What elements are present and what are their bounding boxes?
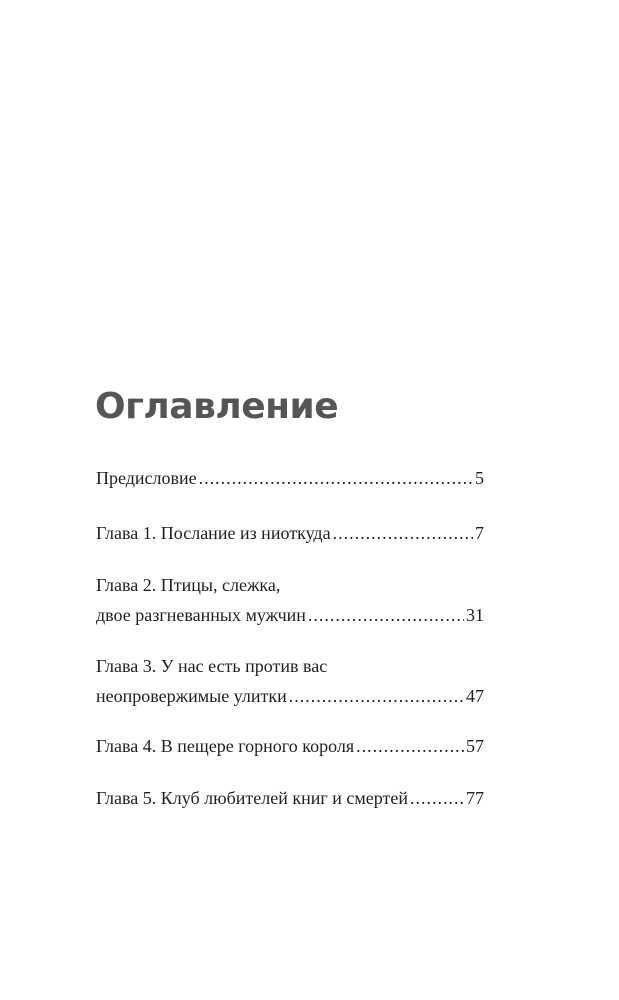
toc-entry-title: Глава 4. В пещере горного короля [96, 736, 355, 756]
dot-leader [333, 518, 473, 548]
toc-page-number: 57 [466, 736, 484, 756]
toc-entry-title-line-2: двое разгневанных мужчин [96, 605, 306, 625]
toc-page-number: 5 [475, 468, 484, 488]
toc-entry-chapter-1[interactable] [96, 518, 484, 548]
toc-entry-title-line-1: Глава 2. Птицы, слежка, [96, 575, 281, 595]
toc-page-number: 77 [466, 788, 484, 808]
toc-entry-title-line-2: неопровержимые улитки [96, 686, 287, 706]
toc-line [96, 681, 484, 711]
toc-entry-chapter-4[interactable] [96, 731, 484, 761]
toc-entry-preface[interactable] [96, 463, 484, 493]
toc-line [96, 600, 484, 630]
toc-page-number: 31 [466, 605, 484, 625]
dot-leader [308, 600, 464, 630]
toc-line [96, 518, 484, 548]
toc-page-number: 47 [466, 686, 484, 706]
toc-entry-title-line-1: Глава 3. У нас есть против вас [96, 656, 328, 676]
toc-entry-chapter-3[interactable] [96, 651, 484, 711]
toc-page-number: 7 [475, 523, 484, 543]
toc-entry-title: Предисловие [96, 468, 197, 488]
dot-leader [410, 783, 464, 813]
toc-entry-title: Глава 5. Клуб любителей книг и смертей [96, 788, 409, 808]
dot-leader [289, 681, 464, 711]
toc-entry-title: Глава 1. Послание из ниоткуда [96, 523, 331, 543]
toc-entry-chapter-5[interactable] [96, 783, 484, 813]
toc-line [96, 783, 484, 813]
toc-line [96, 731, 484, 761]
toc-entry-chapter-2[interactable] [96, 570, 484, 630]
dot-leader [199, 463, 473, 493]
dot-leader [356, 731, 464, 761]
page-title: Оглавление [95, 386, 339, 427]
toc-line [96, 463, 484, 493]
